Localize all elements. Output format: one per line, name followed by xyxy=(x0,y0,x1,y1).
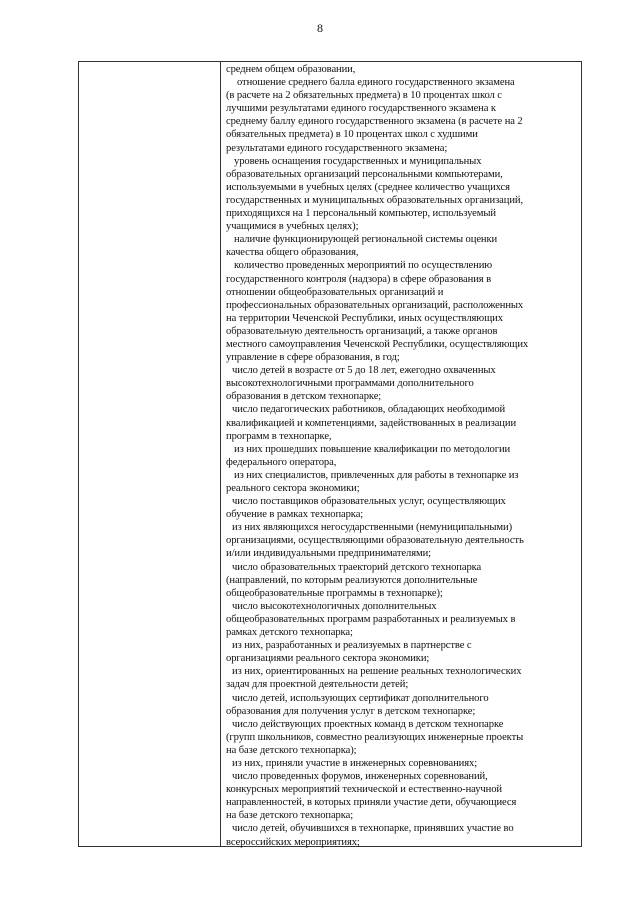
text-line: образования для получения услуг в детском технопарке; xyxy=(226,705,476,717)
text-line: из них прошедших повышение квалификации по методологии xyxy=(234,443,511,455)
text-line: приходящихся на 1 персональный компьютер, используемый xyxy=(226,208,496,220)
text-line: организациями реального сектора экономики; xyxy=(226,653,430,665)
text-line: из них являющихся негосударственными (немуниципальными) xyxy=(232,522,513,534)
text-line: из них, разработанных и реализуемых в партнерстве с xyxy=(232,640,472,652)
text-line: государственных и муниципальных образовательных организаций, xyxy=(226,194,524,206)
text-line: из них, приняли участие в инженерных соревнованиях; xyxy=(232,757,478,769)
text-line: реального сектора экономики; xyxy=(226,483,360,494)
text-line: федерального оператора, xyxy=(226,456,337,468)
text-line: число проведенных форумов, инженерных соревнований, xyxy=(232,771,488,783)
text-line: высокотехнологичными программами дополнительного xyxy=(226,378,474,390)
text-line: образовательную деятельность организаций, а также органов xyxy=(226,325,498,337)
text-line: отношении общеобразовательных организаций и xyxy=(226,286,444,298)
text-line: используемыми в учебных целях (среднее количество учащихся xyxy=(226,181,510,193)
column-divider xyxy=(220,62,221,846)
text-line: программ в технопарке, xyxy=(226,430,332,442)
text-line: среднем общем образовании, xyxy=(226,64,356,75)
text-line: учащимися в учебных целях); xyxy=(226,221,359,233)
text-line: управление в сфере образования, в год; xyxy=(226,352,400,364)
text-line: и/или индивидуальными предпринимателями; xyxy=(226,548,431,560)
indicators-text-cell xyxy=(226,63,578,849)
text-line: число детей в возрасте от 5 до 18 лет, ежегодно охваченных xyxy=(232,365,496,377)
document-table xyxy=(78,61,582,847)
text-line: число высокотехнологичных дополнительных xyxy=(232,600,437,612)
text-line: (групп школьников, совместно реализующих инженерные проекты xyxy=(226,731,524,743)
text-line: качества общего образования, xyxy=(226,247,359,259)
text-line: квалификацией и компетенциями, задействованных в реализации xyxy=(226,417,517,429)
text-line: наличие функционирующей региональной системы оценки xyxy=(234,234,498,246)
text-line: всероссийских мероприятиях; xyxy=(226,836,360,848)
text-line: на территории Чеченской Республики, иных осуществляющих xyxy=(226,312,503,324)
text-line: организациями, осуществляющими образовательную деятельность xyxy=(226,535,524,547)
text-line: направленностей, в которых приняли участие дети, обучающиеся xyxy=(226,797,517,809)
text-line: обязательных предмета) в 10 процентах школ с худшими xyxy=(226,129,478,141)
text-line: из них специалистов, привлеченных для работы в технопарке из xyxy=(234,469,519,481)
text-line: из них, ориентированных на решение реальных технологических xyxy=(232,666,522,678)
text-line: число детей, обучившихся в технопарке, принявших участие во xyxy=(232,823,514,835)
page-number: 8 xyxy=(317,21,323,35)
text-line: общеобразовательных программ разработанных и реализуемых в xyxy=(226,613,516,625)
text-line: на базе детского технопарка; xyxy=(226,810,354,822)
text-line: рамках детского технопарка; xyxy=(226,627,353,639)
text-line: уровень оснащения государственных и муниципальных xyxy=(234,155,482,167)
text-line: образовательных организаций персональными компьютерами, xyxy=(226,168,503,180)
text-line: число образовательных траекторий детского технопарка xyxy=(232,561,482,573)
text-line: отношение среднего балла единого государственного экзамена xyxy=(237,77,515,89)
text-line: результатами единого государственного экзамена; xyxy=(226,142,448,154)
text-line: число поставщиков образовательных услуг, осуществляющих xyxy=(232,496,506,508)
text-line: образования в детском технопарке; xyxy=(226,391,382,403)
text-line: (в расчете на 2 обязательных предмета) в 10 процентах школ с xyxy=(226,90,502,102)
text-line: число педагогических работников, обладающих необходимой xyxy=(232,404,506,416)
text-line: обучение в рамках технопарка; xyxy=(226,509,364,521)
text-line: профессиональных образовательных организаций, расположенных xyxy=(226,299,524,311)
text-line: государственного контроля (надзора) в сфере образования в xyxy=(226,273,491,285)
text-line: количество проведенных мероприятий по осуществлению xyxy=(234,260,493,272)
text-line: задач для проектной деятельности детей; xyxy=(226,679,409,691)
text-line: число детей, использующих сертификат дополнительного xyxy=(232,692,489,704)
text-line: конкурсных мероприятий технической и естественно-научной xyxy=(226,784,502,796)
text-line: общеобразовательные программы в технопарке); xyxy=(226,587,443,599)
text-line: на базе детского технопарка); xyxy=(226,744,357,756)
text-line: (направлений, по которым реализуются дополнительные xyxy=(226,574,478,586)
text-line: местного самоуправления Чеченской Республики, осуществляющих xyxy=(226,338,529,350)
text-line: число действующих проектных команд в детском технопарке xyxy=(232,718,504,730)
text-line: среднему баллу единого государственного экзамена (в расчете на 2 xyxy=(226,116,523,128)
text-line: лучшими результатами единого государственного экзамена к xyxy=(226,103,496,115)
